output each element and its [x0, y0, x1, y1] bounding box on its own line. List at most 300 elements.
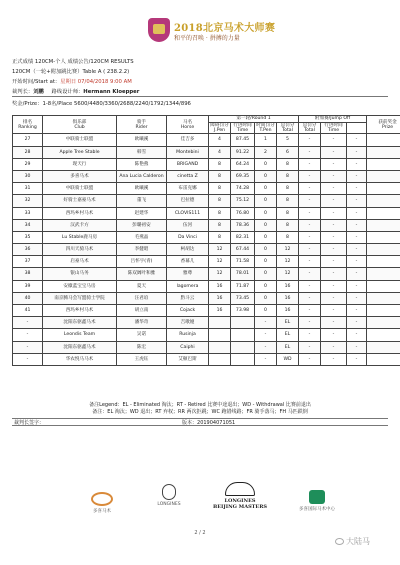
cell-rider: 欧曦溪 — [117, 183, 167, 195]
event-slogan: 和平的召唤 · 拼搏的力量 — [174, 35, 240, 42]
cell-jo-total: - — [299, 158, 321, 170]
cell-tp: 0 — [255, 158, 277, 170]
page-number: 2 / 2 — [194, 530, 206, 536]
cell-total: 6 — [277, 146, 299, 158]
cell-total: EL — [277, 317, 299, 329]
cell-extra: - — [347, 305, 367, 317]
cell-horse: CLOVIS111 — [167, 207, 209, 219]
cell-horse: 吉歌娅 — [167, 317, 209, 329]
cell-jo-time: - — [321, 195, 347, 207]
cell-jo-time: - — [321, 341, 347, 353]
cell-jp — [209, 341, 231, 353]
cell-prize — [367, 231, 400, 243]
col-ranking: 排名 Ranking — [13, 116, 43, 134]
cell-total: 16 — [277, 280, 299, 292]
cell-club: 现天行 — [43, 158, 117, 170]
duoxi-logo-icon — [91, 492, 113, 506]
version — [182, 419, 235, 427]
cell-horse: 艾顿巴斯 — [167, 353, 209, 365]
cell-jo-total: - — [299, 146, 321, 158]
cell-tp: 0 — [255, 280, 277, 292]
cell-jp — [209, 317, 231, 329]
cell-total: 16 — [277, 292, 299, 304]
table-row — [13, 195, 400, 207]
cell-rider: 吕怀宇(青) — [117, 256, 167, 268]
cell-horse: 雅尊 — [167, 268, 209, 280]
prize-line: 奖金/Prize：1-8名/Place 5600/4480/3360/2688/2240/1792/1344/896 — [12, 101, 191, 107]
table-row — [13, 219, 400, 231]
table-row — [13, 207, 400, 219]
cell-rider: 董飞 — [117, 195, 167, 207]
table-row — [13, 183, 400, 195]
cell-tp: 0 — [255, 207, 277, 219]
cell-rank: 27 — [13, 134, 43, 146]
cell-prize — [367, 280, 400, 292]
table-row — [13, 170, 400, 182]
cell-horse: Da Vinci — [167, 231, 209, 243]
cell-jo-time: - — [321, 134, 347, 146]
cell-rank: 35 — [13, 231, 43, 243]
cell-horse: Caiphi — [167, 341, 209, 353]
sponsor-duoxi-center-label: 多喜国际马术中心 — [299, 507, 335, 512]
beijing-masters-logo-icon — [225, 482, 255, 496]
cell-jo-time: - — [321, 305, 347, 317]
sponsor-duoxi-label: 多喜马术 — [93, 509, 111, 514]
table-row — [13, 341, 400, 353]
cell-club: Leondis Team — [43, 329, 117, 341]
event-title: 2018北京马术大师赛 — [174, 23, 276, 34]
cell-jp: 8 — [209, 231, 231, 243]
start-value: 星期日 07/04/2018 9:00 AM — [60, 79, 132, 85]
cell-jo-total: - — [299, 207, 321, 219]
cell-jo-total: - — [299, 341, 321, 353]
cell-jp: 4 — [209, 134, 231, 146]
cell-club: 四川天骑马术 — [43, 244, 117, 256]
designer-label: 路线设计师： — [51, 89, 84, 95]
cell-jo-total: - — [299, 134, 321, 146]
cell-extra: - — [347, 329, 367, 341]
cell-jp: 16 — [209, 305, 231, 317]
col-jo-extra — [347, 123, 367, 134]
cell-jo-total: - — [299, 195, 321, 207]
cell-jp — [209, 353, 231, 365]
competition-title: 正式成绩 120CM-个人 成绩公告/120CM RESULTS — [12, 59, 134, 65]
cell-tp: - — [255, 353, 277, 365]
cell-tp: 0 — [255, 292, 277, 304]
cell-club: 好骑士嘉豪马术 — [43, 195, 117, 207]
cell-tp: 0 — [255, 244, 277, 256]
cell-tp: 1 — [255, 134, 277, 146]
cell-extra: - — [347, 219, 367, 231]
cell-jo-time: - — [321, 219, 347, 231]
legend — [12, 402, 388, 416]
cell-time: 71.58 — [231, 256, 255, 268]
watermark-text: 大陆马 — [346, 537, 370, 546]
duoxi-center-logo-icon — [309, 490, 325, 504]
cell-tp: 0 — [255, 219, 277, 231]
cell-extra: - — [347, 195, 367, 207]
cell-time: 82.31 — [231, 231, 255, 243]
cell-extra: - — [347, 353, 367, 365]
judge-label: 裁判长： — [12, 89, 34, 95]
table-row — [13, 146, 400, 158]
cell-horse: 柯胡达 — [167, 244, 209, 256]
sponsor-longines-small — [152, 480, 186, 516]
cell-jp: 16 — [209, 280, 231, 292]
cell-time — [231, 329, 255, 341]
cell-extra: - — [347, 158, 367, 170]
cell-rank: 37 — [13, 256, 43, 268]
cell-rank: 29 — [13, 158, 43, 170]
cell-jp: 12 — [209, 268, 231, 280]
cell-prize — [367, 353, 400, 365]
cell-rider: 陈宏 — [117, 341, 167, 353]
cell-rank: 28 — [13, 146, 43, 158]
cell-tp: 2 — [255, 146, 277, 158]
col-round1: 第一轮/Round 1 — [209, 116, 299, 123]
cell-jo-total: - — [299, 256, 321, 268]
cell-club: 多喜马术 — [43, 170, 117, 182]
judge-name: 刘鹏 — [33, 89, 44, 95]
cell-rank: - — [13, 341, 43, 353]
cell-club: 中联骑士联盟 — [43, 134, 117, 146]
cell-jp: 16 — [209, 292, 231, 304]
version-value: 201904071051 — [197, 420, 236, 426]
cell-time: 67.44 — [231, 244, 255, 256]
table-row — [13, 158, 400, 170]
cell-total: 8 — [277, 183, 299, 195]
sponsor-beijing-masters — [200, 480, 280, 516]
cell-time: 69.35 — [231, 170, 255, 182]
cell-horse: Rusinja — [167, 329, 209, 341]
sponsor-duoxi — [82, 480, 122, 516]
cell-club: 华农悦马马术 — [43, 353, 117, 365]
table-row — [13, 231, 400, 243]
cell-total: 8 — [277, 170, 299, 182]
version-label: 版本： — [182, 420, 198, 426]
event-logo — [148, 18, 276, 48]
cell-tp: - — [255, 329, 277, 341]
cell-horse: 布雷克娜 — [167, 183, 209, 195]
cell-rank: 38 — [13, 268, 43, 280]
cell-tp: 0 — [255, 170, 277, 182]
cell-jo-time: - — [321, 146, 347, 158]
cell-total: 12 — [277, 268, 299, 280]
cell-jo-time: - — [321, 231, 347, 243]
col-jo-time: 行进时间 Time — [321, 123, 347, 134]
cell-extra: - — [347, 207, 367, 219]
cell-club: 南京腾马会写盟骑士学院 — [43, 292, 117, 304]
cell-rider: 彭璐初安 — [117, 219, 167, 231]
cell-time: 73.45 — [231, 292, 255, 304]
designer-name: Hermann Kloepper — [83, 89, 140, 95]
cell-tp: 0 — [255, 268, 277, 280]
cell-time — [231, 341, 255, 353]
cell-time — [231, 317, 255, 329]
cell-prize — [367, 268, 400, 280]
cell-horse: 黔斗云 — [167, 292, 209, 304]
cell-club: 安徽蓝宝宝马房 — [43, 280, 117, 292]
cell-extra: - — [347, 341, 367, 353]
cell-club: 沈阳东驱鑫马术 — [43, 317, 117, 329]
judge-signature-label: 裁判长签字： — [14, 420, 45, 426]
cell-jo-total: - — [299, 231, 321, 243]
cell-tp: 0 — [255, 183, 277, 195]
table-row — [13, 292, 400, 304]
col-club: 俱乐部 Club — [43, 116, 117, 134]
cell-jp: 8 — [209, 170, 231, 182]
cell-total: 8 — [277, 231, 299, 243]
cell-extra: - — [347, 134, 367, 146]
cell-rider: 夏天 — [117, 280, 167, 292]
cell-total: 8 — [277, 195, 299, 207]
cell-time: 76.80 — [231, 207, 255, 219]
sponsor-longines-label: LONGINES — [157, 502, 181, 507]
cell-rank: 34 — [13, 219, 43, 231]
header-divider — [12, 96, 388, 97]
cell-total: 12 — [277, 256, 299, 268]
cell-horse: Montebini — [167, 146, 209, 158]
cell-horse: lagomera — [167, 280, 209, 292]
cell-jp — [209, 329, 231, 341]
cell-rank: 32 — [13, 195, 43, 207]
cell-prize — [367, 329, 400, 341]
cell-time: 91.22 — [231, 146, 255, 158]
cell-total: EL — [277, 329, 299, 341]
cell-extra: - — [347, 231, 367, 243]
table-row — [13, 256, 400, 268]
cell-horse: 香幕儿 — [167, 256, 209, 268]
legend-line-2: 备注：EL 淘汰；WD 退出；RT 弃权；RR 两次拒跳；WC 跑错线路；FR 骑手落马；FH 马匹跌倒 — [92, 409, 308, 415]
cell-jo-total: - — [299, 219, 321, 231]
col-r1-time: 行进时间 Time — [231, 123, 255, 134]
cell-jo-total: - — [299, 305, 321, 317]
cell-prize — [367, 256, 400, 268]
legend-line-1: 备注Legend：EL - Eliminated 淘汰；RT - Retired 比赛中途退出；WD - Withdrawal 比赛前退出 — [89, 402, 311, 408]
cell-jo-total: - — [299, 183, 321, 195]
cell-tp: 0 — [255, 305, 277, 317]
cell-jp: 8 — [209, 158, 231, 170]
cell-total: EL — [277, 341, 299, 353]
cell-jo-time: - — [321, 207, 347, 219]
table-row — [13, 280, 400, 292]
cell-prize — [367, 244, 400, 256]
cell-jo-time: - — [321, 268, 347, 280]
cell-prize — [367, 292, 400, 304]
cell-jo-total: - — [299, 317, 321, 329]
cell-rider: 潘华奇 — [117, 317, 167, 329]
cell-jp: 8 — [209, 195, 231, 207]
results-table — [12, 115, 400, 366]
cell-club: Apple Tree Stable — [43, 146, 117, 158]
cell-tp: - — [255, 317, 277, 329]
col-r1-jpen: 障碍罚分 J.Pen — [210, 123, 229, 134]
cell-rank: 39 — [13, 280, 43, 292]
cell-jo-time: - — [321, 353, 347, 365]
cell-prize — [367, 170, 400, 182]
cell-total: 8 — [277, 158, 299, 170]
cell-rank: 33 — [13, 207, 43, 219]
cell-extra: - — [347, 183, 367, 195]
cell-rank: - — [13, 317, 43, 329]
start-time — [12, 77, 132, 85]
cell-time: 71.87 — [231, 280, 255, 292]
cell-horse: 伍河 — [167, 219, 209, 231]
cell-jp: 8 — [209, 219, 231, 231]
cell-extra: - — [347, 146, 367, 158]
cell-jo-time: - — [321, 158, 347, 170]
cell-extra: - — [347, 292, 367, 304]
cell-total: WD — [277, 353, 299, 365]
table-row — [13, 134, 400, 146]
cell-horse: Cojack — [167, 305, 209, 317]
cell-time: 78.01 — [231, 268, 255, 280]
cell-rider: 胡立南 — [117, 305, 167, 317]
table-row — [13, 244, 400, 256]
cell-jo-total: - — [299, 244, 321, 256]
cell-jo-total: - — [299, 280, 321, 292]
cell-time: 64.24 — [231, 158, 255, 170]
cell-time: 75.12 — [231, 195, 255, 207]
col-jumpoff: 附加赛/Jump Off — [299, 116, 367, 123]
col-r1-total: 总罚分 Total — [277, 123, 299, 134]
cell-rider: Ana Lucia Calderon — [117, 170, 167, 182]
cell-jo-time: - — [321, 183, 347, 195]
cell-jo-time: - — [321, 329, 347, 341]
cell-prize — [367, 146, 400, 158]
cell-total: 12 — [277, 244, 299, 256]
cell-extra: - — [347, 268, 367, 280]
cell-rider: 陈艳燕 — [117, 158, 167, 170]
signature-row — [12, 418, 388, 426]
cell-time: 73.98 — [231, 305, 255, 317]
cell-rider: 陈双阔叶和雅 — [117, 268, 167, 280]
cell-rider: 欧曦溪 — [117, 134, 167, 146]
cell-rank: 41 — [13, 305, 43, 317]
cell-extra: - — [347, 317, 367, 329]
cell-rider: 毛燕晶 — [117, 231, 167, 243]
cell-extra: - — [347, 244, 367, 256]
table-row — [13, 305, 400, 317]
cell-prize — [367, 305, 400, 317]
cell-total: 8 — [277, 207, 299, 219]
cell-tp: - — [255, 341, 277, 353]
sponsor-duoxi-center — [295, 480, 339, 516]
cell-jo-time: - — [321, 170, 347, 182]
cell-total: 16 — [277, 305, 299, 317]
results-body — [13, 134, 400, 366]
table-row — [13, 317, 400, 329]
cell-rider: 赵建华 — [117, 207, 167, 219]
cell-club: 沈阳东驱鑫马术 — [43, 341, 117, 353]
table-row — [13, 353, 400, 365]
cell-tp: 0 — [255, 256, 277, 268]
col-prize: 获前奖金 Prize — [367, 116, 400, 134]
cell-jo-total: - — [299, 353, 321, 365]
cell-extra: - — [347, 256, 367, 268]
sponsor-bar — [12, 480, 388, 520]
cell-club: 西玛乡村马术 — [43, 305, 117, 317]
cell-jp: 12 — [209, 256, 231, 268]
cell-jp: 8 — [209, 183, 231, 195]
sponsor-masters-bottom: BEIJING MASTERS — [213, 504, 267, 510]
cell-jo-time: - — [321, 317, 347, 329]
cell-prize — [367, 341, 400, 353]
cell-jp: 12 — [209, 244, 231, 256]
cell-rider: 吴诺 — [117, 329, 167, 341]
cell-prize — [367, 183, 400, 195]
cell-jo-total: - — [299, 292, 321, 304]
cell-rank: 40 — [13, 292, 43, 304]
cell-club: 银山马务 — [43, 268, 117, 280]
cell-rider: 汪君谊 — [117, 292, 167, 304]
cell-jo-time: - — [321, 292, 347, 304]
sponsor-masters-top: LONGINES — [224, 498, 256, 504]
cell-extra: - — [347, 280, 367, 292]
cell-rank: 30 — [13, 170, 43, 182]
cell-horse: 巴拉德 — [167, 195, 209, 207]
event-badge-icon — [148, 18, 170, 42]
cell-jp: 8 — [209, 207, 231, 219]
cell-club: 汉武卡方 — [43, 219, 117, 231]
cell-total: 8 — [277, 219, 299, 231]
cell-club: 启豪马术 — [43, 256, 117, 268]
cell-time: 78.36 — [231, 219, 255, 231]
start-label: 开始时间/Start at： — [12, 79, 61, 85]
cell-tp: 0 — [255, 195, 277, 207]
cell-horse: BRIGAND — [167, 158, 209, 170]
cell-horse: cinetta Z — [167, 170, 209, 182]
cell-tp: 0 — [255, 231, 277, 243]
cell-total: 5 — [277, 134, 299, 146]
cell-time: 87.45 — [231, 134, 255, 146]
cell-jp: 4 — [209, 146, 231, 158]
cell-rider: 李健昭 — [117, 244, 167, 256]
cell-rank: - — [13, 329, 43, 341]
cell-jo-total: - — [299, 329, 321, 341]
cell-prize — [367, 158, 400, 170]
officials — [12, 87, 139, 95]
cell-extra: - — [347, 170, 367, 182]
cell-rider: 韩雪 — [117, 146, 167, 158]
longines-wings-icon — [162, 484, 176, 500]
cell-club: 西玛乡村马术 — [43, 207, 117, 219]
col-rider: 骑手 Rider — [117, 116, 167, 134]
class-info: 120CM（一轮+附加跳比赛）Table A ( 238.2.2) — [12, 69, 130, 75]
col-horse: 马名 Horse — [167, 116, 209, 134]
cell-club: Lu Stable鹿马房 — [43, 231, 117, 243]
cell-club: 中联骑士联盟 — [43, 183, 117, 195]
cell-rider: 王虎钰 — [117, 353, 167, 365]
cell-rank: 31 — [13, 183, 43, 195]
cell-jo-total: - — [299, 268, 321, 280]
wechat-icon — [335, 538, 344, 545]
cell-jo-time: - — [321, 280, 347, 292]
watermark — [335, 536, 370, 547]
col-r1-tpen: 时间罚分 T.Pen — [256, 123, 275, 134]
col-jo-total: 总罚分 Total — [299, 123, 321, 134]
cell-time: 74.28 — [231, 183, 255, 195]
table-row — [13, 268, 400, 280]
cell-prize — [367, 195, 400, 207]
table-row — [13, 329, 400, 341]
cell-jo-total: - — [299, 170, 321, 182]
cell-rank: - — [13, 353, 43, 365]
cell-prize — [367, 219, 400, 231]
cell-jo-time: - — [321, 256, 347, 268]
cell-horse: 佳吉多 — [167, 134, 209, 146]
cell-jo-time: - — [321, 244, 347, 256]
